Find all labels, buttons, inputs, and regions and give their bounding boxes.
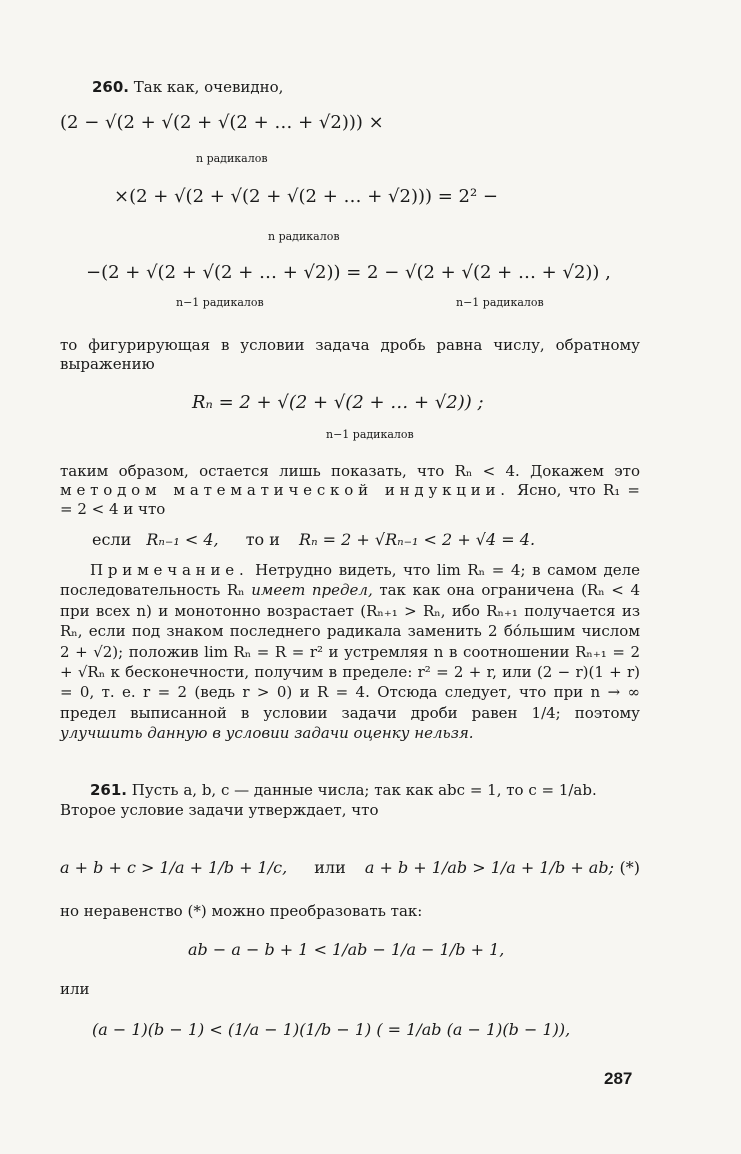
eq-261-right: a + b + 1/ab > 1/a + 1/b + ab; [364, 858, 614, 877]
eq-260-line3-brace-left: n−1 радикалов [176, 296, 264, 309]
eq-260-line3: −(2 + √(2 + √(2 + … + √2)) = 2 − √(2 + √(2 + … + √2)) , [86, 262, 611, 283]
eq-260-line3-brace-right: n−1 радикалов [456, 296, 544, 309]
problem-260-number: 260. [92, 78, 130, 96]
text-260-1: то фигурирующая в условии задача дробь равна числу, обратному выражению [60, 336, 640, 373]
text-260-2b-spaced: методом математической индукции. [60, 480, 510, 499]
eq-260-induction [92, 530, 535, 550]
eq-261-or: или [314, 858, 346, 877]
note-text-3-italic: улучшить данную в условии задачи оценку нельзя. [60, 724, 474, 743]
problem-261-number: 261. [90, 781, 128, 799]
problem-261-text1: Пусть a, b, c — данные числа; так как abc = 1, то c = 1/ab. [131, 781, 597, 799]
problem-260-heading [92, 78, 283, 97]
note-260 [60, 560, 640, 744]
eq-260-line2: ×(2 + √(2 + √(2 + √(2 + … + √2))) = 2² − [114, 186, 499, 207]
eq-260-then: то и [245, 530, 280, 549]
text-260-2 [60, 462, 640, 518]
page-number: 287 [604, 1069, 633, 1088]
problem-261-text2: Второе условие задачи утверждает, что [60, 801, 379, 820]
eq-261-line1 [60, 858, 640, 878]
eq-260-line1-brace-label: n радикалов [196, 152, 268, 165]
eq-261-line3: (a − 1)(b − 1) < (1/a − 1)(1/b − 1) ( = 1/ab (a − 1)(b − 1)), [92, 1020, 571, 1039]
eq-260-rn: Rₙ = 2 + √(2 + √(2 + … + √2)) ; [192, 392, 484, 413]
note-text-1: Нетрудно видеть, что lim Rₙ = 4; в самом деле последовательность Rₙ [60, 561, 640, 600]
eq-261-tag: (*) [619, 858, 640, 877]
text-261-4: или [60, 980, 90, 998]
note-text-2: так как она ограничена (Rₙ < 4 при всех n) и монотонно возрастает (Rₙ₊₁ > Rₙ, ибо Rₙ₊₁ получается из Rₙ, если под знаком последнего радикала заменить 2 бо́льшим числом 2 + √2); положив lim Rₙ = R = r² и устремляя n в соотношении Rₙ₊₁ = 2 + √Rₙ к бесконечности, получим в пределе: r² = 2 + r, или (2 − r)(1 + r) = 0, т. е. r = 2 (ведь r > 0) и R = 4. Отсюда следует, что при n → ∞ предел выписанной в условии задачи дроби равен 1/4; поэтому [60, 581, 640, 722]
eq-260-line2-brace-label: n радикалов [268, 230, 340, 243]
problem-261-intro [60, 780, 640, 821]
eq-260-rn-bound: Rₙ = 2 + √Rₙ₋₁ < 2 + √4 = 4. [299, 530, 536, 549]
eq-260-rn-1: Rₙ₋₁ < 4, [146, 530, 219, 549]
text-261-3: но неравенство (*) можно преобразовать так: [60, 902, 423, 920]
eq-260-line1: (2 − √(2 + √(2 + √(2 + … + √2))) × [60, 112, 384, 133]
problem-260-intro: Так как, очевидно, [133, 78, 284, 96]
eq-261-left: a + b + c > 1/a + 1/b + 1/c, [60, 858, 288, 877]
note-text-1-italic: имеет предел, [251, 581, 373, 600]
eq-261-line2: ab − a − b + 1 < 1/ab − 1/a − 1/b + 1, [188, 940, 505, 959]
note-label: Примечание. [90, 561, 249, 579]
text-260-2c: Ясно, что R₁ = = 2 < 4 и что [60, 480, 640, 518]
eq-260-rn-brace-label: n−1 радикалов [326, 428, 414, 441]
text-260-2a: таким образом, остается лишь показать, что Rₙ < 4. Докажем это [60, 462, 640, 480]
eq-260-if: если [92, 530, 132, 549]
